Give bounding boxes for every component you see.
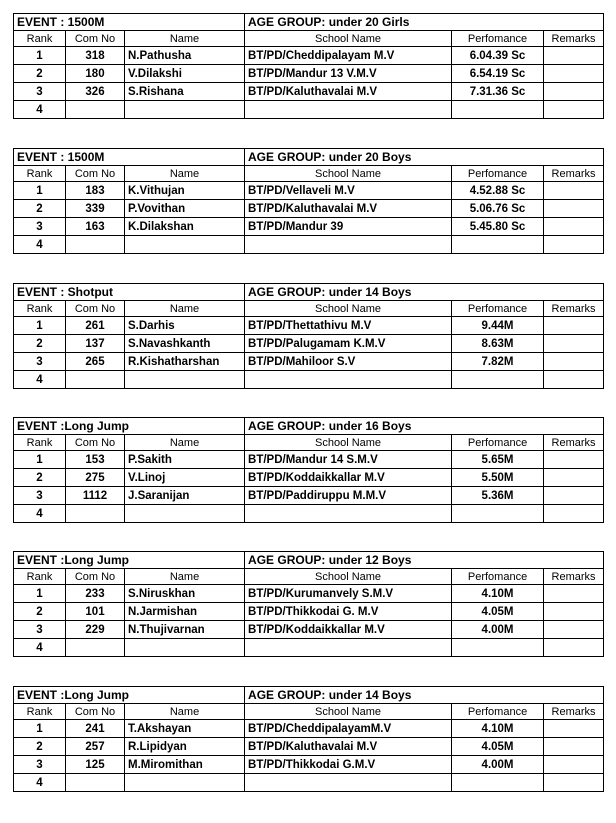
remarks-header: Remarks <box>544 435 604 451</box>
com-no-cell: 261 <box>66 317 125 335</box>
remarks-cell <box>544 505 604 523</box>
remarks-header: Remarks <box>544 569 604 585</box>
school-cell: BT/PD/Vellaveli M.V <box>245 182 452 200</box>
rank-cell: 2 <box>14 65 66 83</box>
com-no-cell: 229 <box>66 621 125 639</box>
results-table <box>13 148 604 254</box>
com-no-cell: 101 <box>66 603 125 621</box>
school-cell: BT/PD/Kaluthavalai M.V <box>245 738 452 756</box>
remarks-cell <box>544 218 604 236</box>
performance-cell: 8.63M <box>452 335 544 353</box>
school-header: School Name <box>245 301 452 317</box>
name-cell: V.Dilakshi <box>125 65 245 83</box>
name-cell <box>125 774 245 792</box>
performance-cell: 7.31.36 Sc <box>452 83 544 101</box>
com-no-cell: 233 <box>66 585 125 603</box>
name-cell: M.Miromithan <box>125 756 245 774</box>
school-cell <box>245 774 452 792</box>
remarks-cell <box>544 236 604 254</box>
remarks-cell <box>544 487 604 505</box>
com-no-cell: 339 <box>66 200 125 218</box>
name-cell: T.Akshayan <box>125 720 245 738</box>
results-table <box>13 686 604 792</box>
performance-cell <box>452 236 544 254</box>
remarks-header: Remarks <box>544 31 604 47</box>
com-no-cell: 183 <box>66 182 125 200</box>
performance-cell <box>452 505 544 523</box>
school-cell <box>245 101 452 119</box>
name-header: Name <box>125 301 245 317</box>
com-no-cell: 153 <box>66 451 125 469</box>
rank-cell: 2 <box>14 200 66 218</box>
com-no-cell: 1112 <box>66 487 125 505</box>
table-row <box>14 505 604 523</box>
rank-cell: 1 <box>14 182 66 200</box>
rank-cell: 4 <box>14 236 66 254</box>
com-no-cell <box>66 639 125 657</box>
school-cell: BT/PD/Mandur 13 V.M.V <box>245 65 452 83</box>
rank-header: Rank <box>14 31 66 47</box>
table-row <box>14 101 604 119</box>
results-table <box>13 283 604 389</box>
results-table-block <box>13 686 603 792</box>
table-row <box>14 200 604 218</box>
performance-cell: 4.10M <box>452 720 544 738</box>
com-no-header: Com No <box>66 569 125 585</box>
remarks-header: Remarks <box>544 301 604 317</box>
rank-header: Rank <box>14 435 66 451</box>
event-title: EVENT : 1500M <box>14 14 245 31</box>
results-table <box>13 417 604 523</box>
name-header: Name <box>125 569 245 585</box>
rank-cell: 3 <box>14 353 66 371</box>
event-title: EVENT :Long Jump <box>14 552 245 569</box>
performance-cell: 7.82M <box>452 353 544 371</box>
rank-cell: 2 <box>14 469 66 487</box>
school-cell: BT/PD/Palugamam K.M.V <box>245 335 452 353</box>
com-no-cell: 180 <box>66 65 125 83</box>
com-no-header: Com No <box>66 166 125 182</box>
remarks-cell <box>544 720 604 738</box>
rank-cell: 4 <box>14 639 66 657</box>
rank-cell: 3 <box>14 621 66 639</box>
com-no-cell <box>66 101 125 119</box>
rank-cell: 2 <box>14 335 66 353</box>
table-row <box>14 371 604 389</box>
event-title: EVENT :Long Jump <box>14 418 245 435</box>
remarks-cell <box>544 371 604 389</box>
table-row <box>14 353 604 371</box>
name-cell <box>125 101 245 119</box>
performance-cell: 6.04.39 Sc <box>452 47 544 65</box>
performance-cell <box>452 774 544 792</box>
school-cell: BT/PD/Kaluthavalai M.V <box>245 83 452 101</box>
remarks-cell <box>544 451 604 469</box>
name-cell <box>125 371 245 389</box>
performance-header: Perfomance <box>452 704 544 720</box>
rank-cell: 1 <box>14 47 66 65</box>
rank-cell: 4 <box>14 371 66 389</box>
performance-cell: 5.36M <box>452 487 544 505</box>
performance-header: Perfomance <box>452 166 544 182</box>
name-header: Name <box>125 704 245 720</box>
remarks-header: Remarks <box>544 704 604 720</box>
com-no-cell <box>66 371 125 389</box>
school-cell: BT/PD/Thikkodai G. M.V <box>245 603 452 621</box>
school-cell: BT/PD/Koddaikkallar M.V <box>245 621 452 639</box>
name-cell: R.Lipidyan <box>125 738 245 756</box>
school-header: School Name <box>245 435 452 451</box>
table-row <box>14 451 604 469</box>
name-cell: S.Rishana <box>125 83 245 101</box>
name-cell: N.Pathusha <box>125 47 245 65</box>
com-no-cell: 241 <box>66 720 125 738</box>
event-title: EVENT :Long Jump <box>14 687 245 704</box>
table-row <box>14 65 604 83</box>
table-row <box>14 756 604 774</box>
remarks-cell <box>544 756 604 774</box>
event-title: EVENT : 1500M <box>14 149 245 166</box>
table-row <box>14 738 604 756</box>
remarks-cell <box>544 738 604 756</box>
age-group-title: AGE GROUP: under 20 Girls <box>245 14 604 31</box>
rank-header: Rank <box>14 166 66 182</box>
school-header: School Name <box>245 31 452 47</box>
school-cell: BT/PD/Kaluthavalai M.V <box>245 200 452 218</box>
performance-cell: 4.52.88 Sc <box>452 182 544 200</box>
school-header: School Name <box>245 166 452 182</box>
name-cell: N.Thujivarnan <box>125 621 245 639</box>
performance-cell: 9.44M <box>452 317 544 335</box>
age-group-title: AGE GROUP: under 14 Boys <box>245 284 604 301</box>
table-row <box>14 469 604 487</box>
name-cell: J.Saranijan <box>125 487 245 505</box>
remarks-cell <box>544 101 604 119</box>
rank-cell: 1 <box>14 317 66 335</box>
school-cell: BT/PD/Cheddipalayam M.V <box>245 47 452 65</box>
table-row <box>14 621 604 639</box>
name-cell: S.Darhis <box>125 317 245 335</box>
com-no-cell <box>66 236 125 254</box>
com-no-cell: 326 <box>66 83 125 101</box>
remarks-cell <box>544 182 604 200</box>
com-no-cell: 163 <box>66 218 125 236</box>
rank-cell: 1 <box>14 720 66 738</box>
results-table <box>13 551 604 657</box>
name-cell: P.Sakith <box>125 451 245 469</box>
rank-cell: 2 <box>14 603 66 621</box>
performance-cell: 5.65M <box>452 451 544 469</box>
performance-cell: 6.54.19 Sc <box>452 65 544 83</box>
performance-cell <box>452 371 544 389</box>
name-cell: S.Niruskhan <box>125 585 245 603</box>
table-row <box>14 585 604 603</box>
performance-header: Perfomance <box>452 31 544 47</box>
school-cell: BT/PD/Mandur 39 <box>245 218 452 236</box>
table-row <box>14 182 604 200</box>
com-no-cell: 137 <box>66 335 125 353</box>
table-row <box>14 236 604 254</box>
table-row <box>14 335 604 353</box>
remarks-cell <box>544 353 604 371</box>
performance-cell: 5.50M <box>452 469 544 487</box>
performance-cell: 4.00M <box>452 756 544 774</box>
performance-cell: 4.05M <box>452 738 544 756</box>
name-header: Name <box>125 166 245 182</box>
rank-header: Rank <box>14 301 66 317</box>
age-group-title: AGE GROUP: under 12 Boys <box>245 552 604 569</box>
results-table-block <box>13 148 603 254</box>
com-no-cell: 125 <box>66 756 125 774</box>
remarks-cell <box>544 65 604 83</box>
rank-cell: 3 <box>14 756 66 774</box>
school-cell <box>245 505 452 523</box>
com-no-cell: 265 <box>66 353 125 371</box>
name-cell: R.Kishatharshan <box>125 353 245 371</box>
remarks-cell <box>544 639 604 657</box>
remarks-cell <box>544 469 604 487</box>
name-cell <box>125 236 245 254</box>
school-cell: BT/PD/Thikkodai G.M.V <box>245 756 452 774</box>
rank-cell: 1 <box>14 585 66 603</box>
com-no-cell <box>66 774 125 792</box>
age-group-title: AGE GROUP: under 20 Boys <box>245 149 604 166</box>
rank-header: Rank <box>14 704 66 720</box>
school-cell: BT/PD/Paddiruppu M.M.V <box>245 487 452 505</box>
com-no-header: Com No <box>66 31 125 47</box>
school-header: School Name <box>245 569 452 585</box>
name-cell: K.Dilakshan <box>125 218 245 236</box>
school-cell <box>245 639 452 657</box>
school-cell: BT/PD/Kurumanvely S.M.V <box>245 585 452 603</box>
remarks-cell <box>544 83 604 101</box>
table-row <box>14 487 604 505</box>
remarks-cell <box>544 200 604 218</box>
rank-cell: 4 <box>14 101 66 119</box>
remarks-cell <box>544 585 604 603</box>
name-cell: P.Vovithan <box>125 200 245 218</box>
performance-cell: 5.45.80 Sc <box>452 218 544 236</box>
table-row <box>14 639 604 657</box>
name-cell: S.Navashkanth <box>125 335 245 353</box>
rank-cell: 4 <box>14 505 66 523</box>
performance-cell: 4.05M <box>452 603 544 621</box>
results-table-block <box>13 551 603 657</box>
performance-cell <box>452 101 544 119</box>
school-cell: BT/PD/Mandur 14 S.M.V <box>245 451 452 469</box>
remarks-cell <box>544 335 604 353</box>
rank-cell: 3 <box>14 218 66 236</box>
table-row <box>14 83 604 101</box>
remarks-header: Remarks <box>544 166 604 182</box>
performance-header: Perfomance <box>452 569 544 585</box>
rank-cell: 1 <box>14 451 66 469</box>
performance-header: Perfomance <box>452 301 544 317</box>
rank-cell: 3 <box>14 487 66 505</box>
remarks-cell <box>544 603 604 621</box>
event-title: EVENT : Shotput <box>14 284 245 301</box>
school-header: School Name <box>245 704 452 720</box>
school-cell: BT/PD/Mahiloor S.V <box>245 353 452 371</box>
table-row <box>14 774 604 792</box>
performance-cell: 5.06.76 Sc <box>452 200 544 218</box>
table-row <box>14 603 604 621</box>
com-no-cell: 275 <box>66 469 125 487</box>
name-cell <box>125 505 245 523</box>
table-row <box>14 720 604 738</box>
results-table <box>13 13 604 119</box>
com-no-header: Com No <box>66 435 125 451</box>
name-header: Name <box>125 31 245 47</box>
name-header: Name <box>125 435 245 451</box>
table-row <box>14 317 604 335</box>
remarks-cell <box>544 621 604 639</box>
name-cell: N.Jarmishan <box>125 603 245 621</box>
remarks-cell <box>544 47 604 65</box>
com-no-header: Com No <box>66 301 125 317</box>
remarks-cell <box>544 317 604 335</box>
results-table-block <box>13 283 603 389</box>
age-group-title: AGE GROUP: under 16 Boys <box>245 418 604 435</box>
performance-cell <box>452 639 544 657</box>
name-cell: V.Linoj <box>125 469 245 487</box>
com-no-cell: 257 <box>66 738 125 756</box>
school-cell <box>245 236 452 254</box>
results-table-block <box>13 13 603 119</box>
com-no-cell <box>66 505 125 523</box>
school-cell: BT/PD/Koddaikkallar M.V <box>245 469 452 487</box>
performance-cell: 4.10M <box>452 585 544 603</box>
school-cell <box>245 371 452 389</box>
performance-header: Perfomance <box>452 435 544 451</box>
com-no-header: Com No <box>66 704 125 720</box>
school-cell: BT/PD/Thettathivu M.V <box>245 317 452 335</box>
rank-header: Rank <box>14 569 66 585</box>
rank-cell: 3 <box>14 83 66 101</box>
school-cell: BT/PD/CheddipalayamM.V <box>245 720 452 738</box>
results-table-block <box>13 417 603 523</box>
rank-cell: 4 <box>14 774 66 792</box>
rank-cell: 2 <box>14 738 66 756</box>
table-row <box>14 218 604 236</box>
name-cell <box>125 639 245 657</box>
performance-cell: 4.00M <box>452 621 544 639</box>
name-cell: K.Vithujan <box>125 182 245 200</box>
table-row <box>14 47 604 65</box>
com-no-cell: 318 <box>66 47 125 65</box>
remarks-cell <box>544 774 604 792</box>
age-group-title: AGE GROUP: under 14 Boys <box>245 687 604 704</box>
